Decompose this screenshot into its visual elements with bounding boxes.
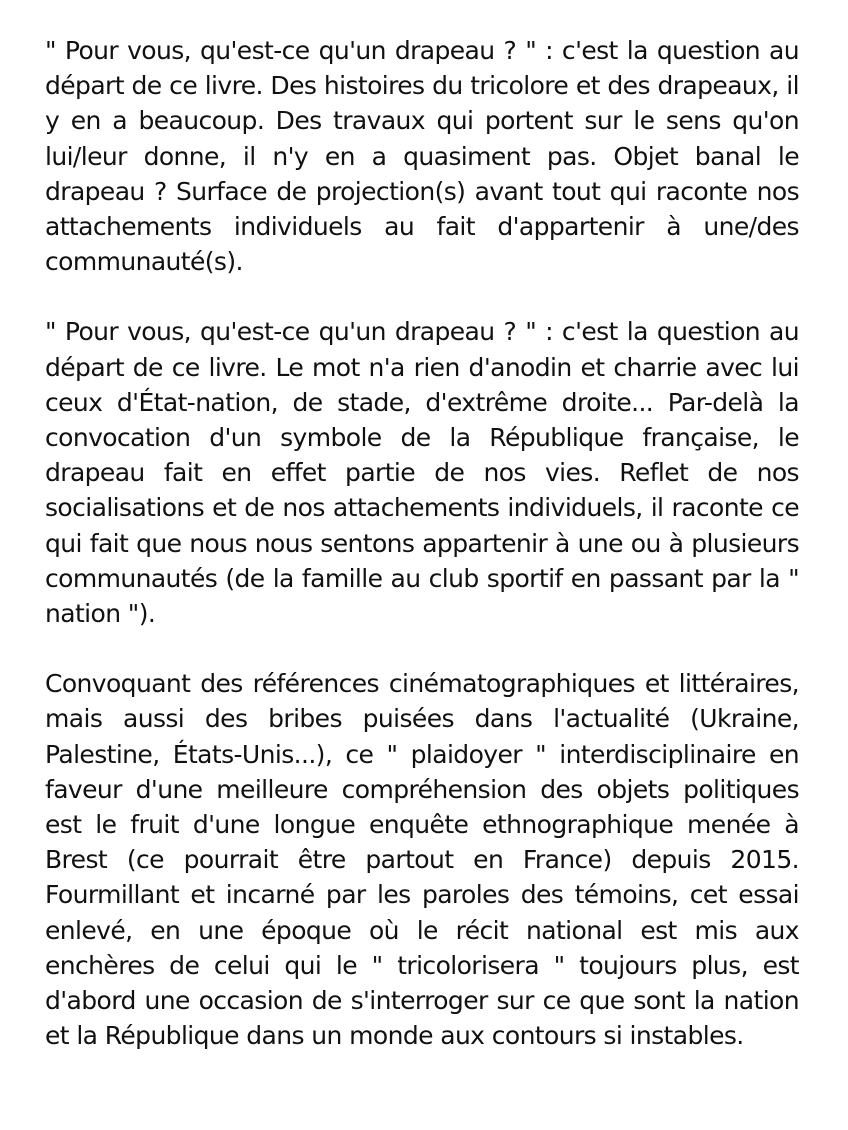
book-description [45, 33, 799, 1053]
paragraph-flag-meaning: " Pour vous, qu'est-ce qu'un drapeau ? " : c'est la question au départ de ce livre. Le mot n'a rien d'anodin et charrie avec lui ceux d'État-nation, de stade, d'extrême droite... Par-delà la convocation d'un symbole de la République française, le drapeau fait en effet partie de nos vies. Reflet de nos socialisations et de nos attachements individuels, il raconte ce qui fait que nous nous sentons appartenir à une ou à plusieurs communautés (de la famille au club sportif en passant par la " nation "). [45, 317, 799, 629]
paragraph-essay-summary: Convoquant des références cinématographiques et littéraires, mais aussi des bribes puisées dans l'actualité (Ukraine, Palestine, États-Unis...), ce " plaidoyer " interdisciplinaire en faveur d'une meilleure compréhension des objets politiques est le fruit d'une longue enquête ethnographique menée à Brest (ce pourrait être partout en France) depuis 2015. Fourmillant et incarné par les paroles des témoins, cet essai enlevé, en une époque où le récit national est mis aux enchères de celui qui le " tricolorisera " toujours plus, est d'abord une occasion de s'interroger sur ce que sont la nation et la République dans un monde aux contours si instables. [45, 669, 799, 1051]
paragraph-intro: " Pour vous, qu'est-ce qu'un drapeau ? " : c'est la question au départ de ce livre. Des histoires du tricolore et des drapeaux, il y en a beaucoup. Des travaux qui portent sur le sens qu'on lui/leur donne, il n'y en a quasiment pas. Objet banal le drapeau ? Surface de projection(s) avant tout qui raconte nos attachements individuels au fait d'appartenir à une/des communauté(s). [45, 36, 799, 277]
